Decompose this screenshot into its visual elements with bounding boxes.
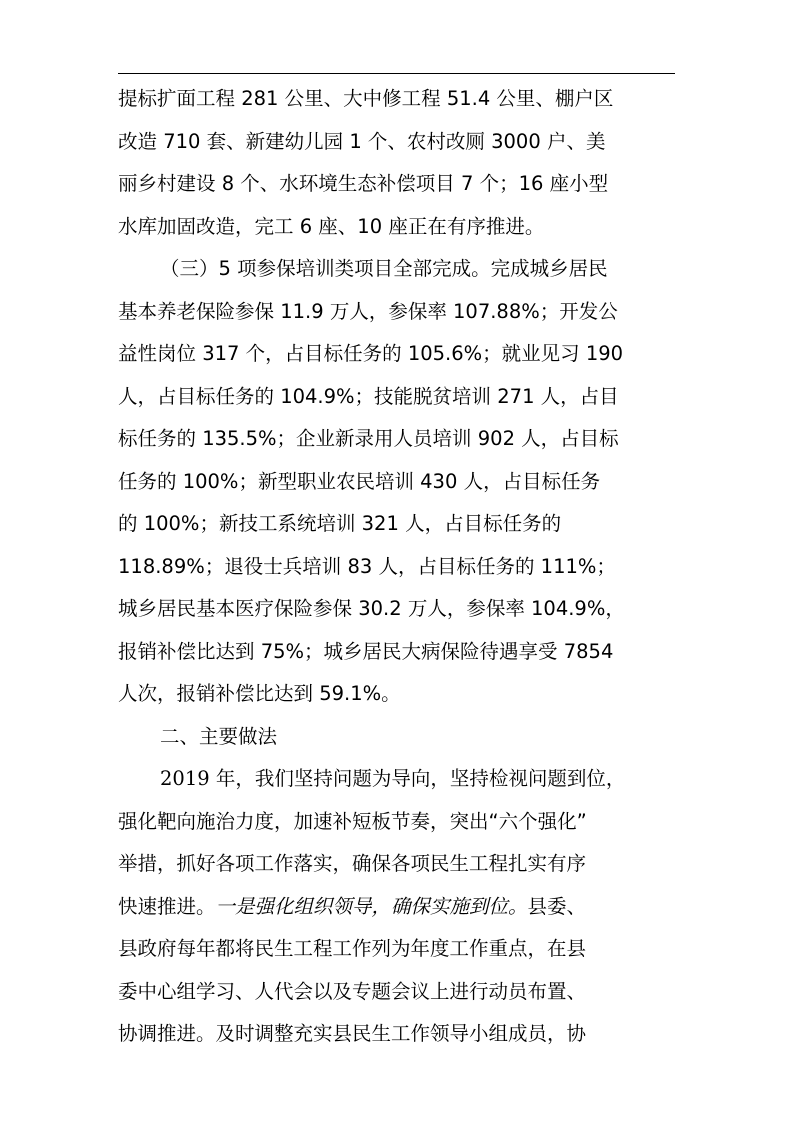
text-line: 举措，抓好各项工作落实，确保各项民生工程扎实有序 [118, 852, 587, 875]
text-line: 协调推进。及时调整充实县民生工作领导小组成员，协 [118, 1022, 587, 1045]
text-line: 委中心组学习、人代会以及专题会议上进行动员布置、 [118, 979, 587, 1003]
text-line: 改造 710 套、新建幼儿园 1 个、农村改厕 3000 户、美 [118, 129, 606, 153]
header-rule [118, 73, 675, 74]
text-line: 丽乡村建设 8 个、水环境生态补偿项目 7 个；16 座小型 [118, 172, 609, 195]
text-line: 强化靶向施治力度，加速补短板节奏，突出“六个强化” [118, 809, 587, 833]
text-line: 人，占目标任务的 104.9%；技能脱贫培训 271 人，占目 [118, 384, 619, 408]
text-line: 基本养老保险参保 11.9 万人，参保率 107.88%；开发公 [118, 299, 618, 323]
emphasis-text: 一是强化组织领导，确保实施到位。 [215, 894, 528, 918]
text-line: 人次，报销补偿比达到 59.1%。 [118, 682, 401, 705]
text-segment: 快速推进。 [118, 894, 216, 918]
section-heading-3: （三）5 项参保培训类项目全部完成。完成城乡居民 [160, 257, 608, 280]
text-line: 城乡居民基本医疗保险参保 30.2 万人，参保率 104.9%， [118, 597, 625, 620]
text-line: 水库加固改造，完工 6 座、10 座正在有序推进。 [118, 214, 545, 238]
text-line: 2019 年，我们坚持问题为导向，坚持检视问题到位， [160, 767, 626, 790]
document-body [118, 78, 678, 1056]
text-line: 提标扩面工程 281 公里、大中修工程 51.4 公里、棚户区 [118, 87, 614, 110]
text-line: 118.89%；退役士兵培训 83 人，占目标任务的 111%； [118, 554, 616, 578]
text-line: 县政府每年都将民生工程工作列为年度工作重点，在县 [118, 937, 587, 960]
text-line: 标任务的 135.5%；企业新录用人员培训 902 人，占目标 [118, 427, 619, 450]
text-segment: 县委、 [527, 894, 587, 918]
text-line: 益性岗位 317 个，占目标任务的 105.6%；就业见习 190 [118, 342, 624, 365]
text-line: 的 100%；新技工系统培训 321 人，占目标任务的 [118, 512, 562, 535]
text-line: 报销补偿比达到 75%；城乡居民大病保险待遇享受 7854 [118, 639, 614, 663]
text-line: 任务的 100%；新型职业农民培训 430 人，占目标任务 [118, 469, 601, 493]
section-heading-2: 二、主要做法 [160, 724, 278, 748]
text-line-mixed [118, 886, 678, 929]
